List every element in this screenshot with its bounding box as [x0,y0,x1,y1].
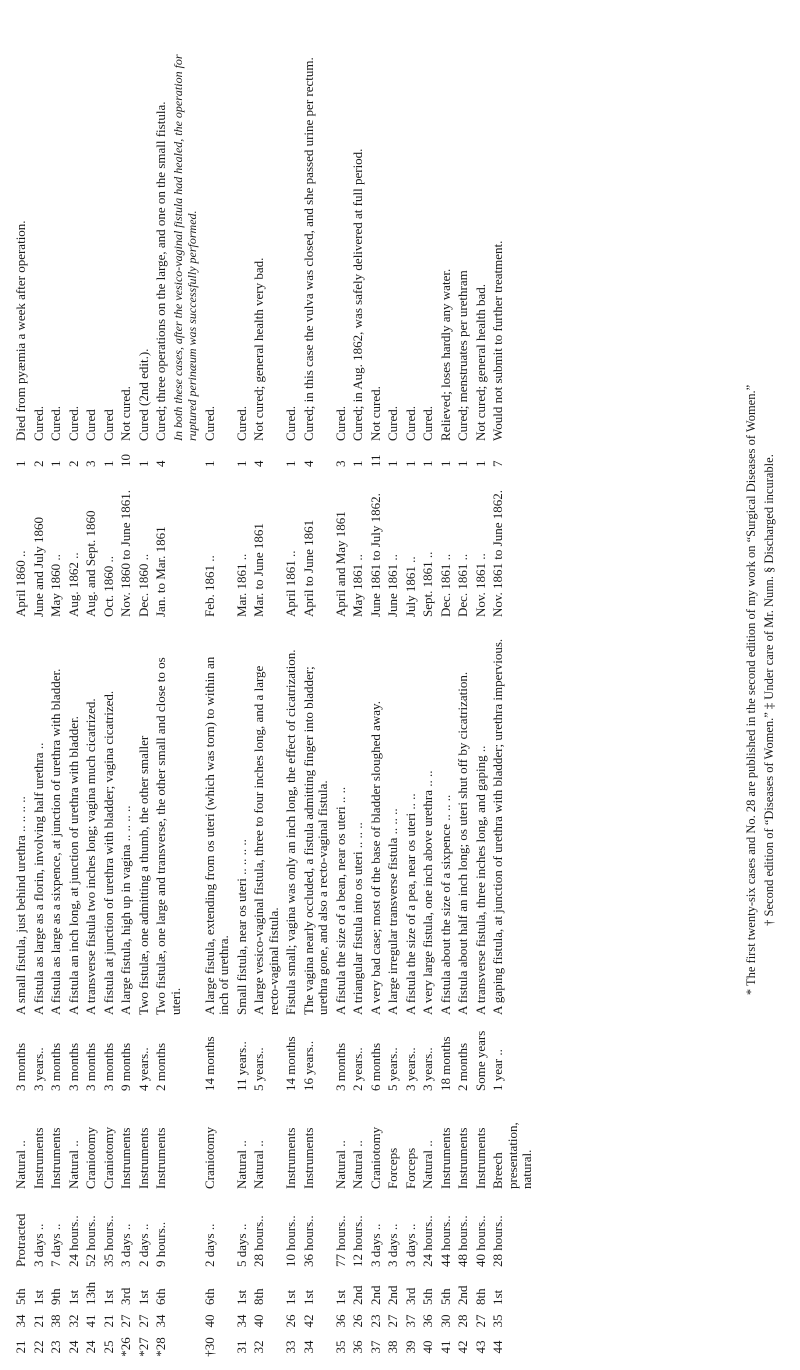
fistula-description: A fistula an inch long, at junction of urethra with bladder. [65,716,81,1015]
age: 27 [135,1314,151,1328]
table-row [154,15,203,1360]
fistula-description: A fistula as large as a florin, involving half urethra .. [30,742,46,1015]
pregnancy: 6th [201,1288,217,1305]
case-number: *27 [135,1337,151,1357]
spacer [235,620,253,630]
age: 26 [350,1314,365,1328]
labour-duration: 44 hours.. [437,1215,453,1267]
case-number: 44 [490,1340,505,1354]
pregnancy: 3rd [118,1287,133,1305]
labour-duration: 10 hours.. [283,1215,298,1267]
labour-duration: 36 hours.. [300,1215,316,1267]
fistula-duration: 3 months [48,1042,63,1091]
fistula-description: A large fistula, high up in vagina .. .. .. .. [118,805,133,1015]
age: 36 [420,1314,435,1328]
case-number: 35 [332,1340,348,1354]
spacer [456,620,474,630]
table-row [49,15,67,1360]
spacer [119,620,137,630]
pregnancy: 6th [153,1288,168,1305]
labour-duration: 3 days .. [118,1223,133,1267]
case-number: 24 [83,1340,98,1354]
result: Cured. [30,405,46,441]
spacer [154,620,203,630]
delivery: Instruments [118,1127,133,1189]
pregnancy: 3rd [402,1287,418,1305]
labour-duration: 3 days .. [30,1223,46,1267]
operation-count: 11 [367,454,383,467]
brace-note: In both these cases, after the vesico-vaginal fistula had healed, the operation for ruptured perinæum was successfully performed. [170,54,199,441]
case-number: *26 [118,1337,133,1357]
fistula-description: A small fistula, just behind urethra .. .. .. .. [13,796,28,1015]
operation-count: 1 [201,460,217,467]
operation-date: Aug. and Sept. 1860 [83,510,98,617]
age: 42 [300,1314,316,1328]
fistula-description: A transverse fistula two inches long; vagina much cicatrized. [83,698,98,1015]
result: Relieved; loses hardly any water. [437,268,453,441]
operation-count: 1 [233,460,249,467]
fistula-duration: 11 years.. [233,1041,249,1091]
result: Died from pyæmia a week after operation. [13,220,28,441]
operation-date: Dec. 1860 .. [135,553,151,617]
table-row [14,15,32,1360]
spacer [137,620,155,630]
result: Not cured. [367,386,383,441]
case-number: 23 [48,1340,63,1354]
pregnancy: 8th [472,1288,488,1305]
delivery: Natural .. [332,1140,348,1189]
pregnancy: 1st [283,1289,298,1305]
age: 40 [251,1314,266,1328]
labour-duration: 35 hours.. [100,1215,116,1267]
delivery: Craniotomy [367,1126,383,1189]
operation-date: Mar. 1861 .. [233,553,249,617]
table-row [284,15,302,1360]
pregnancy: 5th [437,1288,453,1305]
labour-duration: 7 days .. [48,1223,63,1267]
pregnancy: 2nd [350,1285,365,1305]
fistula-duration: 18 months [437,1036,453,1091]
fistula-description: A transverse fistula, three inches long, and gaping .. [472,745,488,1015]
table-row [235,15,253,1360]
operation-date: Dec. 1861 .. [455,553,470,617]
operation-date: April 1861 .. [283,550,298,617]
spacer [14,620,32,630]
labour-duration: 40 hours.. [472,1215,488,1267]
labour-duration: 9 hours.. [153,1221,168,1267]
result: Cured. [201,405,217,441]
operation-date: Nov. 1861 to June 1862. [490,490,505,617]
fistula-description: A fistula about half an inch long; os uteri shut off by cicatrization. [455,671,470,1015]
pregnancy: 5th [13,1288,28,1305]
table-row [32,15,50,1360]
fistula-duration: 9 months [118,1042,133,1091]
result: Cured; in Aug. 1862, was safely delivered at full period. [350,148,365,441]
table-row [67,15,85,1360]
labour-duration: 3 days .. [402,1223,418,1267]
table-row [369,15,387,1360]
footnote-2: † Second edition of “Diseases of Women.” ‡ Under care of Mr. Nunn. § Discharged incurable. [762,454,776,926]
result: Cured. [283,405,298,441]
delivery: Natural .. [65,1140,81,1189]
pregnancy: 1st [300,1289,316,1305]
delivery: Natural .. [251,1140,266,1189]
fistula-duration: 16 years.. [300,1040,316,1091]
pregnancy: 2nd [455,1285,470,1305]
operation-count: 1 [13,460,28,467]
labour-duration: 5 days .. [233,1223,249,1267]
labour-duration: 3 days .. [367,1223,383,1267]
operation-count: 4 [300,460,316,467]
fistula-duration: 3 months [83,1042,98,1091]
spacer [421,620,439,630]
fistula-duration: 14 months [201,1036,217,1091]
spacer [369,620,387,630]
result: Cured. [420,405,435,441]
age: 36 [332,1314,348,1328]
delivery: Instruments [300,1127,316,1189]
spacer [474,620,492,630]
age: 30 [437,1314,453,1328]
delivery: Instruments [153,1127,168,1189]
table-row [474,15,492,1360]
fistula-duration: 2 years.. [350,1047,365,1091]
labour-duration: 24 hours.. [420,1215,435,1267]
pregnancy: 8th [251,1288,266,1305]
case-number: 43 [472,1340,488,1354]
operation-date: April and May 1861 [332,511,348,617]
operation-date: Mar. to June 1861 [251,523,266,617]
pregnancy: 1st [65,1289,81,1305]
spacer [252,620,284,630]
operation-count: 1 [402,460,418,467]
pregnancy: 13th [83,1281,98,1305]
table-row [386,15,404,1360]
spacer [439,620,457,630]
fistula-description: A fistula the size of a bean, near os uteri .. .. [332,786,348,1015]
fistula-description: Small fistula, near os uteri .. .. .. .. [233,839,249,1015]
labour-duration: 2 days .. [135,1223,151,1267]
pregnancy: 5th [420,1288,435,1305]
operation-count: 2 [30,460,46,467]
delivery: Natural .. [420,1140,435,1189]
spacer [491,620,538,630]
case-number: 38 [385,1340,400,1354]
labour-duration: 52 hours.. [83,1215,98,1267]
result: Cured [83,409,98,441]
age: 27 [118,1314,133,1328]
age: 21 [100,1314,116,1328]
case-number: 25 [100,1340,116,1354]
delivery: Forceps [385,1147,400,1189]
operation-count: 1 [100,460,116,467]
result: Not cured. [118,386,133,441]
case-number: 32 [251,1340,266,1354]
delivery: Craniotomy [83,1126,98,1189]
fistula-description: A large vesico-vaginal fistula, three to four inches long, and a large recto-vaginal fistula. [251,665,281,1015]
delivery: Forceps [402,1147,418,1189]
case-number: 31 [233,1340,249,1354]
fistula-description: A gaping fistula, at junction of urethra with bladder; urethra impervious. [490,638,505,1015]
age: 27 [472,1314,488,1328]
age: 34 [153,1314,168,1328]
case-number: †30 [201,1337,217,1357]
result: Cured [100,409,116,441]
case-rows [14,15,538,1360]
operation-count: 1 [48,460,63,467]
age: 38 [48,1314,63,1328]
age: 28 [455,1314,470,1328]
result: Cured. [48,405,63,441]
result: Cured; in this case the vulva was closed, and she passed urine per rectum. [300,57,316,441]
fistula-description: A fistula the size of a pea, near os uteri .. .. [402,793,418,1015]
fistula-duration: 4 years.. [135,1047,151,1091]
case-table [14,15,538,1360]
spacer [32,620,50,630]
delivery: Instruments [437,1127,453,1189]
pregnancy: 9th [48,1288,63,1305]
operation-count: 1 [420,460,435,467]
age: 34 [233,1314,249,1328]
delivery: Craniotomy [201,1126,217,1189]
case-number: *28 [153,1337,168,1357]
case-number: 33 [283,1340,298,1354]
pregnancy: 2nd [385,1285,400,1305]
footnote-1: * The first twenty-six cases and No. 28 are published in the second edition of my work on “Surgical Diseases of Women.” [744,384,758,996]
spacer [386,620,404,630]
operation-date: Aug. 1862 .. [65,552,81,617]
case-number: 42 [455,1340,470,1354]
operation-count: 4 [251,460,266,467]
pregnancy: 1st [490,1289,505,1305]
result: Would not submit to further treatment. [490,240,505,441]
operation-count: 10 [118,454,133,467]
fistula-duration: 3 years.. [420,1047,435,1091]
operation-count: 1 [350,460,365,467]
operation-date: Feb. 1861 .. [201,555,217,617]
spacer [102,620,120,630]
operation-date: June 1861 .. [385,554,400,617]
result: Cured. [65,405,81,441]
fistula-description: A fistula about the size of a sixpence .. .. .. [437,794,453,1015]
age: 34 [13,1314,28,1328]
case-number: 24 [65,1340,81,1354]
case-number: 39 [402,1340,418,1354]
fistula-duration: 3 years.. [30,1047,46,1091]
age: 26 [283,1314,298,1328]
pregnancy: 1st [332,1289,348,1305]
labour-duration: 3 days .. [385,1223,400,1267]
operation-date: Nov. 1860 to June 1861. [118,490,133,617]
spacer [84,620,102,630]
fistula-description: Fistula small; vagina was only an inch long, the effect of cicatrization. [283,649,298,1015]
fistula-description: The vagina nearly occluded, a fistula admitting finger into bladder; urethra gone, and also a recto-vaginal fistula. [300,666,330,1015]
operation-date: July 1861 .. [402,556,418,617]
age: 40 [201,1314,217,1328]
operation-date: May 1861 .. [350,554,365,617]
operation-date: Dec. 1861 .. [437,553,453,617]
table-row [84,15,102,1360]
age: 21 [30,1314,46,1328]
age: 41 [83,1314,98,1328]
result: Not cured; general health very bad. [251,257,266,441]
pregnancy: 2nd [367,1285,383,1305]
case-number: 36 [350,1340,365,1354]
labour-duration: 28 hours.. [251,1215,266,1267]
table-row [404,15,422,1360]
fistula-duration: 3 months [332,1042,348,1091]
delivery: Natural .. [350,1140,365,1189]
operation-count: 1 [455,460,470,467]
table-row [439,15,457,1360]
spacer [302,620,334,630]
result: Not cured; general health bad. [472,283,488,441]
fistula-duration: Some years [472,1030,488,1091]
age: 23 [367,1314,383,1328]
operation-count: 7 [490,460,505,467]
case-number: 22 [30,1340,46,1354]
fistula-description: A fistula at junction of urethra with bladder; vagina cicatrized. [100,690,116,1015]
delivery: Natural .. [13,1140,28,1189]
spacer [203,620,235,630]
result: Cured. [402,405,418,441]
operation-date: Nov. 1861 .. [472,553,488,617]
pregnancy: 1st [233,1289,249,1305]
operation-count: 1 [135,460,151,467]
fistula-description: A triangular fistula into os uteri .. .. .. [350,822,365,1015]
table-row [334,15,352,1360]
delivery: Instruments [48,1127,63,1189]
result: Cured; three operations on the large, and one on the small fistula. In both these cases, after the vesico-vaginal fistula had healed, the operation for ruptured perinæum was successfully performed. [154,15,203,444]
labour-duration: 24 hours.. [65,1215,81,1267]
fistula-description: A fistula as large as a sixpence, at junction of urethra with bladder. [48,668,63,1015]
table-row [102,15,120,1360]
fistula-duration: 3 years.. [402,1047,418,1091]
case-number: 41 [437,1340,453,1354]
operation-date: Oct. 1860 .. [100,555,116,617]
pregnancy: 1st [30,1289,46,1305]
fistula-description: A large fistula, extending from os uteri (which was torn) to within an inch of urethra. [201,656,231,1015]
operation-date: Jan. to Mar. 1861 [153,526,168,617]
operation-date: Sept. 1861 .. [420,551,435,617]
result: Cured (2nd edit.). [135,348,151,441]
operation-count: 3 [332,460,348,467]
spacer [67,620,85,630]
fistula-description: Two fistulæ, one large and transverse, the other small and close to os uteri. [153,657,183,1015]
operation-count: 2 [65,460,81,467]
operation-date: May 1860 .. [48,554,63,617]
table-row [351,15,369,1360]
fistula-description: Two fistulæ, one admitting a thumb, the other smaller [135,735,151,1015]
case-number: 21 [13,1340,28,1354]
spacer [351,620,369,630]
spacer [284,620,302,630]
labour-duration: Protracted [13,1213,28,1267]
fistula-duration: 1 year .. [490,1049,505,1091]
fistula-duration: 2 months [455,1042,470,1091]
table-row [421,15,439,1360]
labour-duration: 12 hours.. [350,1215,365,1267]
case-number: 37 [367,1340,383,1354]
table-row [119,15,137,1360]
age: 32 [65,1314,81,1328]
delivery: Craniotomy [100,1126,116,1189]
operation-date: June and July 1860 [30,516,46,617]
delivery: Natural .. [233,1140,249,1189]
fistula-duration: 14 months [283,1036,298,1091]
labour-duration: 77 hours.. [332,1215,348,1267]
fistula-duration: 3 months [65,1042,81,1091]
operation-count: 1 [283,460,298,467]
delivery: Instruments [283,1127,298,1189]
result: Cured. [332,405,348,441]
result: Cured. [233,405,249,441]
table-row [252,15,284,1360]
delivery: Instruments [455,1127,470,1189]
age: 37 [402,1314,418,1328]
fistula-description: A large irregular transverse fistula .. .. .. [385,808,400,1015]
operation-count: 3 [83,460,98,467]
operation-count: 1 [385,460,400,467]
operation-date: April to June 1861 [300,519,316,617]
delivery: Breech presentation, natural. [490,1122,534,1189]
table-row [456,15,474,1360]
operation-count: 1 [437,460,453,467]
age: 27 [385,1314,400,1328]
fistula-duration: 3 months [100,1042,116,1091]
labour-duration: 48 hours.. [455,1215,470,1267]
pregnancy: 1st [100,1289,116,1305]
pregnancy: 1st [135,1289,151,1305]
delivery: Instruments [30,1127,46,1189]
fistula-duration: 5 years.. [251,1047,266,1091]
spacer [49,620,67,630]
table-row [203,15,235,1360]
fistula-duration: 2 months [153,1042,168,1091]
operation-count: 1 [472,460,488,467]
fistula-duration: 6 months [367,1042,383,1091]
table-row [491,15,538,1360]
case-number: 40 [420,1340,435,1354]
fistula-duration: 3 months [13,1042,28,1091]
operation-date: June 1861 to July 1862. [367,493,383,617]
delivery: Instruments [472,1127,488,1189]
result: Cured; menstruates per urethram [455,270,470,441]
operation-count: 4 [153,460,168,467]
labour-duration: 2 days .. [201,1223,217,1267]
fistula-description: A very large fistula, one inch above urethra .. .. [420,770,435,1015]
table-row [137,15,155,1360]
fistula-description: A very bad case; most of the base of bladder sloughed away. [367,701,383,1015]
result: Cured. [385,405,400,441]
case-number: 34 [300,1340,316,1354]
age: 35 [490,1314,505,1328]
delivery: Instruments [135,1127,151,1189]
spacer [404,620,422,630]
table-row [302,15,334,1360]
spacer [334,620,352,630]
operation-date: April 1860 .. [13,550,28,617]
labour-duration: 28 hours.. [490,1215,505,1267]
fistula-duration: 5 years.. [385,1047,400,1091]
